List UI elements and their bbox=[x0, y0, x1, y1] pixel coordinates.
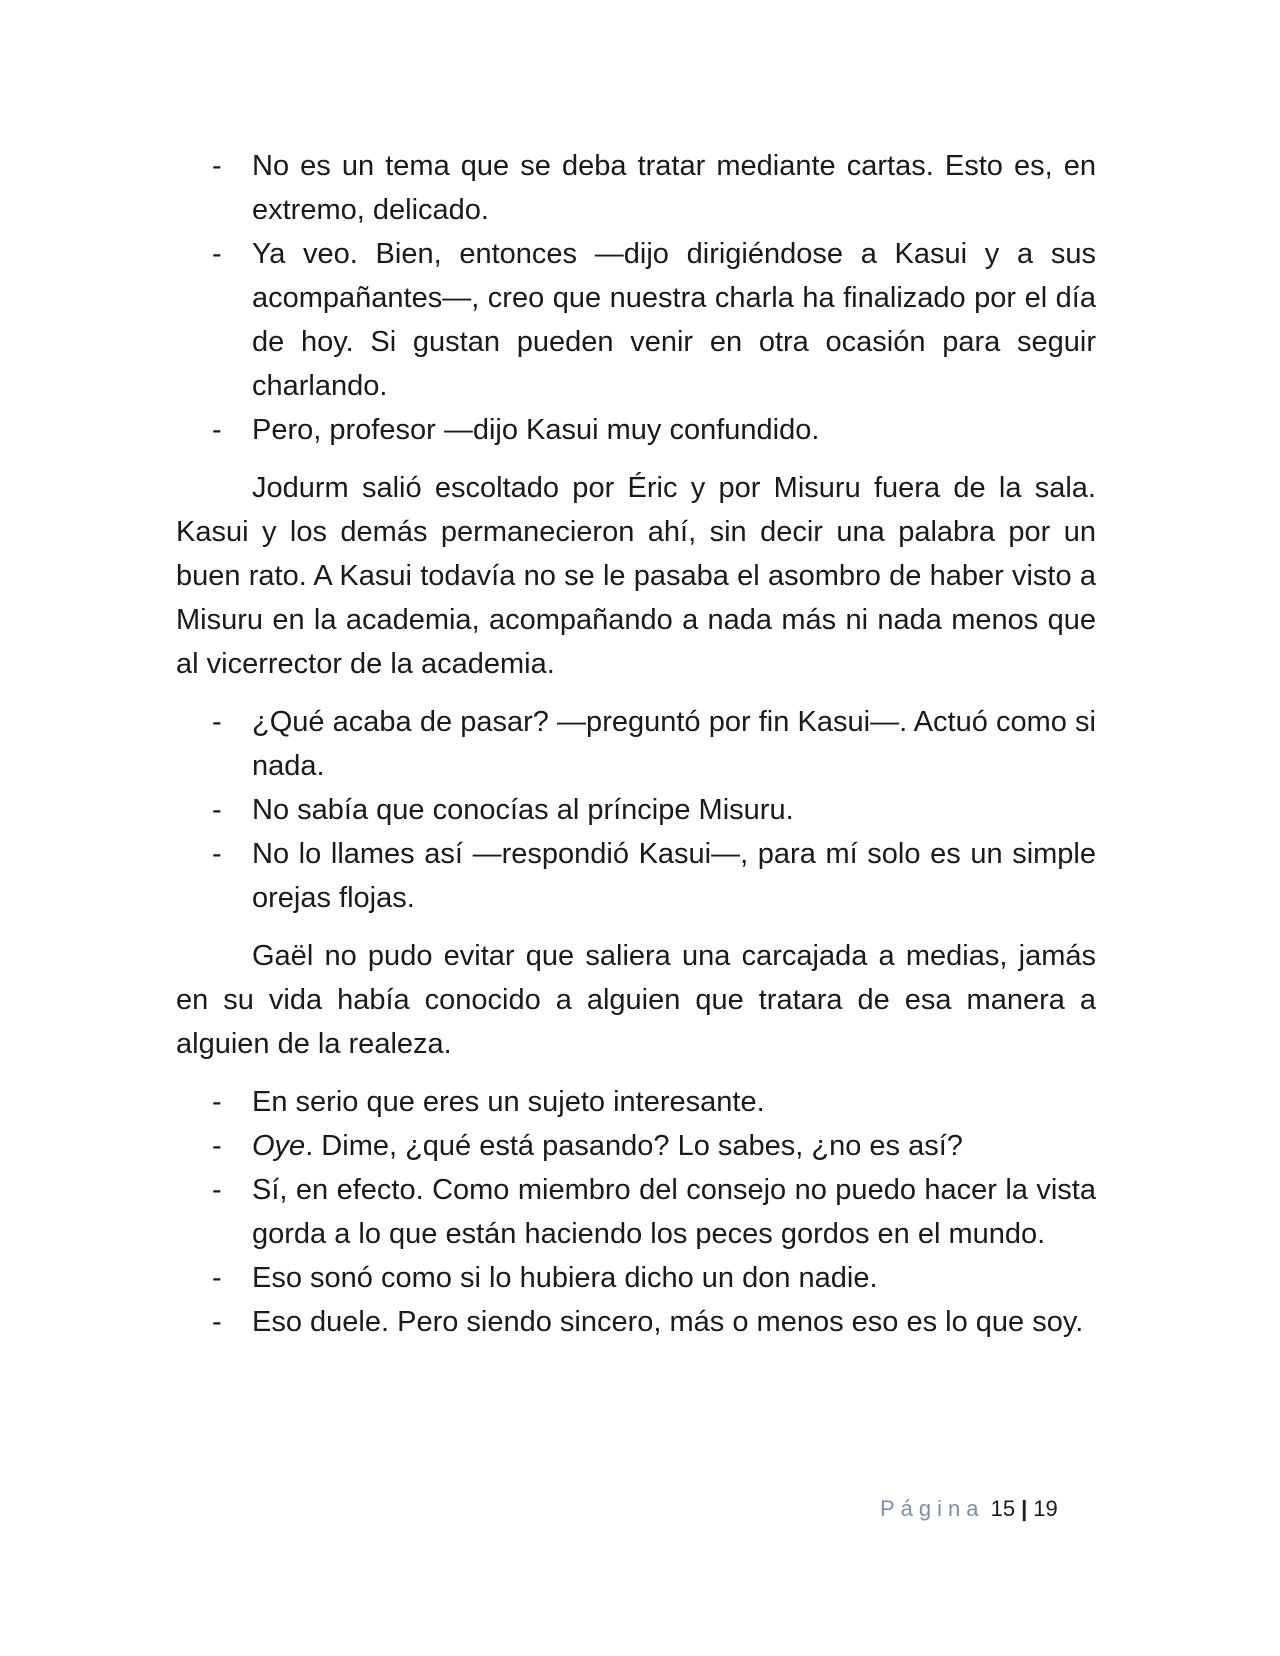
dialogue-dash: - bbox=[212, 794, 222, 826]
dialogue-line bbox=[176, 1080, 1096, 1124]
page-footer bbox=[880, 1494, 1058, 1524]
dialogue-line bbox=[176, 408, 1096, 452]
dialogue-line bbox=[176, 700, 1096, 788]
dialogue-dash: - bbox=[212, 1086, 222, 1118]
dialogue-line bbox=[176, 232, 1096, 408]
page-label: Página bbox=[880, 1496, 985, 1521]
dialogue-line bbox=[176, 788, 1096, 832]
dialogue-text: En serio que eres un sujeto interesante. bbox=[252, 1086, 765, 1118]
dialogue-line bbox=[176, 1124, 1096, 1168]
dialogue-text: ¿Qué acaba de pasar? —preguntó por fin Kasui—. Actuó como si nada. bbox=[252, 706, 1096, 782]
page-body bbox=[176, 144, 1096, 1344]
dialogue-block-3 bbox=[176, 1080, 1096, 1344]
dialogue-text: No sabía que conocías al príncipe Misuru. bbox=[252, 794, 794, 826]
dialogue-text: Sí, en efecto. Como miembro del consejo no puedo hacer la vista gorda a lo que están haciendo los peces gordos en el mundo. bbox=[252, 1174, 1096, 1250]
total-pages-number: 19 bbox=[1033, 1496, 1058, 1521]
dialogue-dash: - bbox=[212, 1306, 222, 1338]
dialogue-block-1 bbox=[176, 144, 1096, 452]
dialogue-dash: - bbox=[212, 1262, 222, 1294]
dialogue-text: No lo llames así —respondió Kasui—, para mí solo es un simple orejas flojas. bbox=[252, 838, 1096, 914]
dialogue-line bbox=[176, 1168, 1096, 1256]
dialogue-italic-word: Oye bbox=[252, 1130, 306, 1162]
dialogue-text: Eso duele. Pero siendo sincero, más o menos eso es lo que soy. bbox=[252, 1306, 1084, 1338]
dialogue-text: No es un tema que se deba tratar mediante cartas. Esto es, en extremo, delicado. bbox=[252, 150, 1096, 226]
dialogue-dash: - bbox=[212, 1174, 222, 1206]
dialogue-dash: - bbox=[212, 238, 222, 270]
narrative-paragraph: Jodurm salió escoltado por Éric y por Misuru fuera de la sala. Kasui y los demás permanecieron ahí, sin decir una palabra por un buen rato. A Kasui todavía no se le pasaba el asombro de haber visto a Misuru en la academia, acompañando a nada más ni nada menos que al vicerrector de la academia. bbox=[176, 472, 1096, 680]
narrative-paragraph: Gaël no pudo evitar que saliera una carcajada a medias, jamás en su vida había conocido a alguien que tratara de esa manera a alguien de la realeza. bbox=[176, 940, 1096, 1060]
dialogue-line bbox=[176, 1256, 1096, 1300]
dialogue-line bbox=[176, 144, 1096, 232]
dialogue-dash: - bbox=[212, 150, 222, 182]
dialogue-line bbox=[176, 832, 1096, 920]
dialogue-dash: - bbox=[212, 838, 222, 870]
page-separator: | bbox=[1021, 1496, 1028, 1521]
dialogue-text: . Dime, ¿qué está pasando? Lo sabes, ¿no es así? bbox=[305, 1130, 963, 1162]
dialogue-block-2 bbox=[176, 700, 1096, 920]
dialogue-text: Pero, profesor —dijo Kasui muy confundido. bbox=[252, 414, 820, 446]
current-page-number: 15 bbox=[990, 1496, 1016, 1521]
dialogue-text: Ya veo. Bien, entonces —dijo dirigiéndose a Kasui y a sus acompañantes—, creo que nuestra charla ha finalizado por el día de hoy. Si gustan pueden venir en otra ocasión para seguir charlando. bbox=[252, 238, 1096, 402]
dialogue-dash: - bbox=[212, 1130, 222, 1162]
dialogue-line bbox=[176, 1300, 1096, 1344]
dialogue-dash: - bbox=[212, 414, 222, 446]
dialogue-dash: - bbox=[212, 706, 222, 738]
dialogue-text: Eso sonó como si lo hubiera dicho un don nadie. bbox=[252, 1262, 878, 1294]
